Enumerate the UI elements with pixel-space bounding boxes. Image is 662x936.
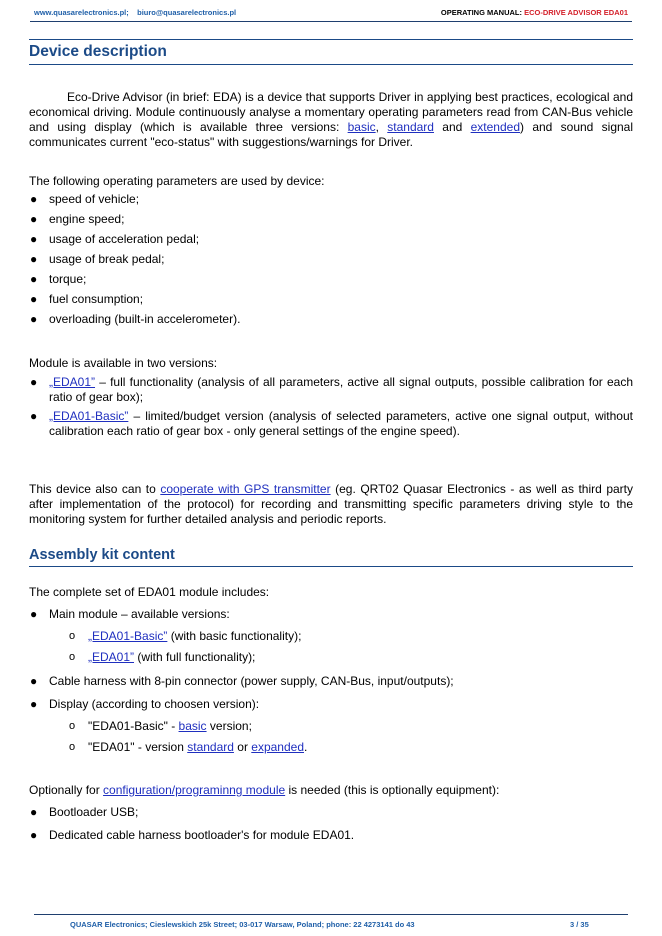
list-item: ● Main module – available versions: — [30, 607, 230, 621]
manual-product: ECO-DRIVE ADVISOR EDA01 — [524, 8, 628, 17]
link-eda01[interactable]: „EDA01” — [49, 375, 96, 389]
kit-list-continued — [29, 674, 633, 712]
intro-paragraph: Eco-Drive Advisor (in brief: EDA) is a device that supports Driver in applying best practices, ecological and economical driving. Module continuously analyse a momentary operating parameters read from CAN-Bus vehicle and using display (which is available three versions: basic, standard and extended) and sound signal communicates current "eco-status" with suggestions/warnings for Driver. — [29, 90, 634, 149]
header-manual-title — [441, 8, 628, 18]
section-title-device-description: Device description — [29, 39, 633, 65]
list-item: ● fuel consumption; — [30, 292, 144, 306]
link-basic[interactable]: basic — [347, 120, 376, 134]
display-sublist — [29, 719, 633, 755]
params-list — [29, 192, 633, 327]
params-intro: The following operating parameters are used by device: — [29, 174, 325, 188]
list-item: ● Bootloader USB; — [30, 805, 139, 819]
link-display-expanded[interactable]: expanded — [251, 740, 304, 754]
link-display-basic[interactable]: basic — [178, 719, 207, 733]
list-item: ● Dedicated cable harness bootloader's for module EDA01. — [30, 828, 355, 842]
kit-list — [29, 607, 633, 622]
link-standard[interactable]: standard — [387, 120, 434, 134]
footer-company: QUASAR Electronics; Cieslewskich 25k Street; 03-017 Warsaw, Poland; phone: 22 4273141 do 43 — [70, 920, 415, 929]
list-item: ● Cable harness with 8-pin connector (power supply, CAN-Bus, input/outputs); — [30, 674, 454, 688]
optional-paragraph: Optionally for configuration/programinng module is needed (this is optionally equipment): — [29, 783, 500, 797]
list-item: o „EDA01-Basic” (with basic functionality); — [69, 629, 302, 643]
list-item: ● torque; — [30, 272, 87, 286]
list-item: o "EDA01-Basic" - basic version; — [69, 719, 252, 733]
website-link[interactable]: www.quasarelectronics.pl; — [34, 8, 129, 17]
link-eda01-basic[interactable]: „EDA01-Basic” — [49, 409, 129, 423]
list-item: ● „EDA01” – full functionality (analysis of all parameters, active all signal outputs, possible calibration for each ratio of gear box); — [30, 375, 633, 404]
list-item: ● overloading (built-in accelerometer). — [30, 312, 241, 326]
link-config-module[interactable]: configuration/programinng module — [103, 783, 286, 797]
link-sub-eda01-basic[interactable]: „EDA01-Basic” — [88, 629, 168, 643]
link-gps-transmitter[interactable]: cooperate with GPS transmitter — [160, 482, 331, 496]
list-item: ● usage of break pedal; — [30, 252, 165, 266]
list-item: ● „EDA01-Basic” – limited/budget version (analysis of selected parameters, active one signal output, without calibration each ratio of gear box - only general settings of the engine speed). — [30, 409, 633, 438]
versions-list — [29, 375, 633, 439]
optional-list — [29, 805, 633, 843]
list-item: o "EDA01" - version standard or expanded. — [69, 740, 308, 754]
header-rule — [30, 21, 632, 22]
link-sub-eda01[interactable]: „EDA01” — [88, 650, 135, 664]
link-display-standard[interactable]: standard — [187, 740, 234, 754]
page-number: 3 / 35 — [570, 920, 589, 929]
kit-intro: The complete set of EDA01 module includes: — [29, 585, 270, 599]
list-item: ● speed of vehicle; — [30, 192, 140, 206]
list-item: ● Display (according to choosen version): — [30, 697, 260, 711]
list-item: o „EDA01” (with full functionality); — [69, 650, 256, 664]
manual-prefix: OPERATING MANUAL: — [440, 8, 525, 17]
email-link[interactable]: biuro@quasarelectronics.pl — [137, 8, 237, 17]
footer-rule — [34, 914, 628, 915]
link-extended[interactable]: extended — [470, 120, 521, 134]
list-item: ● engine speed; — [30, 212, 125, 226]
main-module-label: Main module – available versions: — [49, 607, 230, 621]
gps-paragraph: This device also can to cooperate with GPS transmitter (eg. QRT02 Quasar Electronics - as well as third party after implementation of the protocol) for recording and transmitting specific parameters driving style to the monitoring system for further detailed analysis and periodic reports. — [29, 482, 633, 526]
header-contact — [34, 8, 236, 18]
main-module-sublist — [29, 629, 633, 665]
versions-intro: Module is available in two versions: — [29, 356, 218, 370]
section-title-assembly-kit: Assembly kit content — [29, 544, 633, 567]
list-item: ● usage of acceleration pedal; — [30, 232, 200, 246]
